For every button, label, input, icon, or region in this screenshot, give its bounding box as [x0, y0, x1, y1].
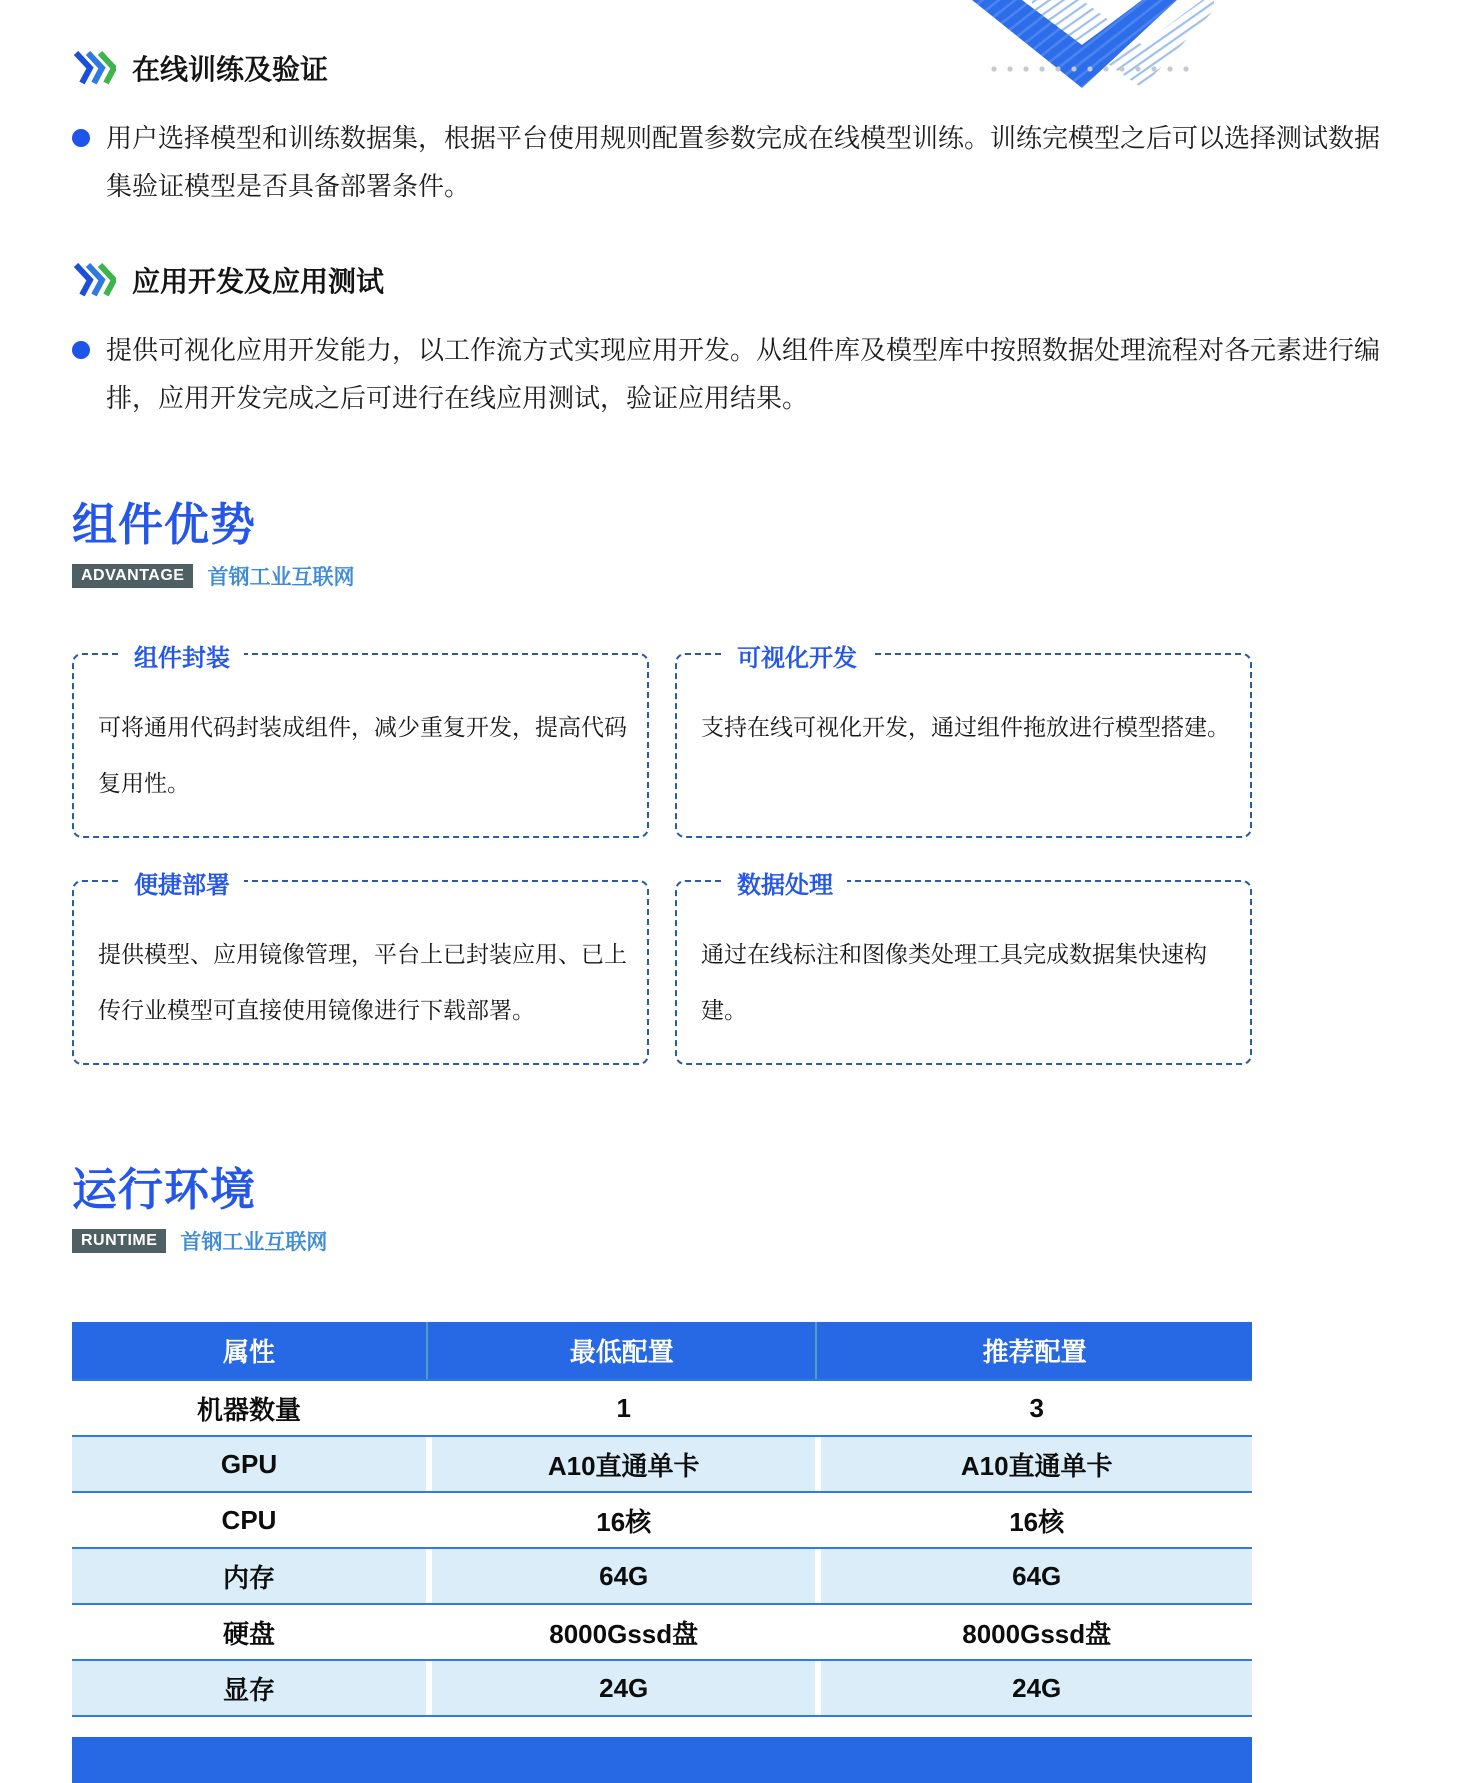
table-cell: 机器数量 [196, 1394, 301, 1425]
table-cell: 16核 [815, 1493, 1252, 1547]
table-header-min-config: 最低配置 [426, 1322, 815, 1379]
card-body: 支持在线可视化开发，通过组件拖放进行模型搭建。 [701, 714, 1230, 740]
table-cell: 64G [426, 1549, 815, 1603]
table-row [72, 1379, 1252, 1435]
table-cell: GPU [220, 1448, 278, 1479]
table-header-attribute: 属性 [222, 1337, 275, 1367]
card-title: 组件封装 [120, 638, 244, 673]
table-cell: CPU [221, 1504, 277, 1535]
table-cell: 24G [426, 1661, 815, 1715]
advantage-card-component-packaging [72, 645, 649, 838]
table-cell: 24G [815, 1661, 1252, 1715]
card-body: 可将通用代码封装成组件，减少重复开发，提高代码复用性。 [98, 714, 627, 796]
table-row [72, 1435, 1252, 1491]
bullet-dot-icon [72, 341, 90, 359]
card-title: 便捷部署 [120, 865, 244, 900]
feature-bullet-1 [72, 114, 1400, 210]
table-row [72, 1547, 1252, 1603]
table-header-recommended-config: 推荐配置 [815, 1322, 1252, 1379]
runtime-config-table [72, 1322, 1252, 1717]
table-cell: A10直通单卡 [815, 1437, 1252, 1491]
runtime-subtitle-row [72, 1226, 1400, 1256]
triple-chevron-icon [72, 51, 116, 85]
advantage-subtitle-row [72, 561, 1400, 591]
table-cell: 16核 [426, 1493, 815, 1547]
advantage-badge: ADVANTAGE [72, 564, 193, 588]
feature-title: 应用开发及应用测试 [132, 266, 385, 297]
bullet-dot-icon [72, 129, 90, 147]
table-row [72, 1603, 1252, 1659]
table-cell: 8000Gssd盘 [815, 1605, 1252, 1659]
table-bottom-border [72, 1715, 1252, 1717]
advantage-card-data-processing [675, 872, 1252, 1065]
triple-chevron-icon [72, 263, 116, 297]
card-title: 可视化开发 [723, 638, 871, 673]
card-body: 通过在线标注和图像类处理工具完成数据集快速构建。 [701, 941, 1207, 1023]
table-cell: 8000Gssd盘 [426, 1605, 815, 1659]
feature-title: 在线训练及验证 [132, 54, 329, 85]
advantage-section-title: 组件优势 [72, 499, 257, 550]
cut-off-blue-band [72, 1737, 1252, 1783]
runtime-section-title: 运行环境 [72, 1164, 257, 1215]
card-title: 数据处理 [723, 865, 847, 900]
advantage-cards [72, 645, 1252, 1065]
feature-body: 用户选择模型和训练数据集，根据平台使用规则配置参数完成在线模型训练。训练完模型之后可以选择测试数据集验证模型是否具备部署条件。 [106, 123, 1381, 201]
table-cell: A10直通单卡 [426, 1437, 815, 1491]
runtime-badge: RUNTIME [72, 1229, 166, 1253]
feature-section-heading-1 [72, 0, 1400, 88]
table-row [72, 1491, 1252, 1547]
feature-section-heading-2 [72, 260, 1400, 300]
table-cell: 内存 [222, 1562, 275, 1593]
table-cell: 显存 [222, 1674, 275, 1705]
card-body: 提供模型、应用镜像管理，平台上已封装应用、已上传行业模型可直接使用镜像进行下载部署。 [98, 941, 627, 1023]
brand-label: 首钢工业互联网 [180, 1231, 328, 1254]
feature-body: 提供可视化应用开发能力，以工作流方式实现应用开发。从组件库及模型库中按照数据处理流程对各元素进行编排，应用开发完成之后可进行在线应用测试，验证应用结果。 [106, 335, 1381, 413]
brand-label: 首钢工业互联网 [207, 566, 355, 589]
table-cell: 3 [815, 1381, 1252, 1435]
table-cell: 64G [815, 1549, 1252, 1603]
table-header-row [72, 1322, 1252, 1379]
advantage-card-easy-deployment [72, 872, 649, 1065]
table-cell: 1 [426, 1381, 815, 1435]
advantage-card-visual-development [675, 645, 1252, 838]
table-row [72, 1659, 1252, 1715]
table-cell: 硬盘 [222, 1618, 275, 1649]
feature-bullet-2 [72, 326, 1400, 422]
